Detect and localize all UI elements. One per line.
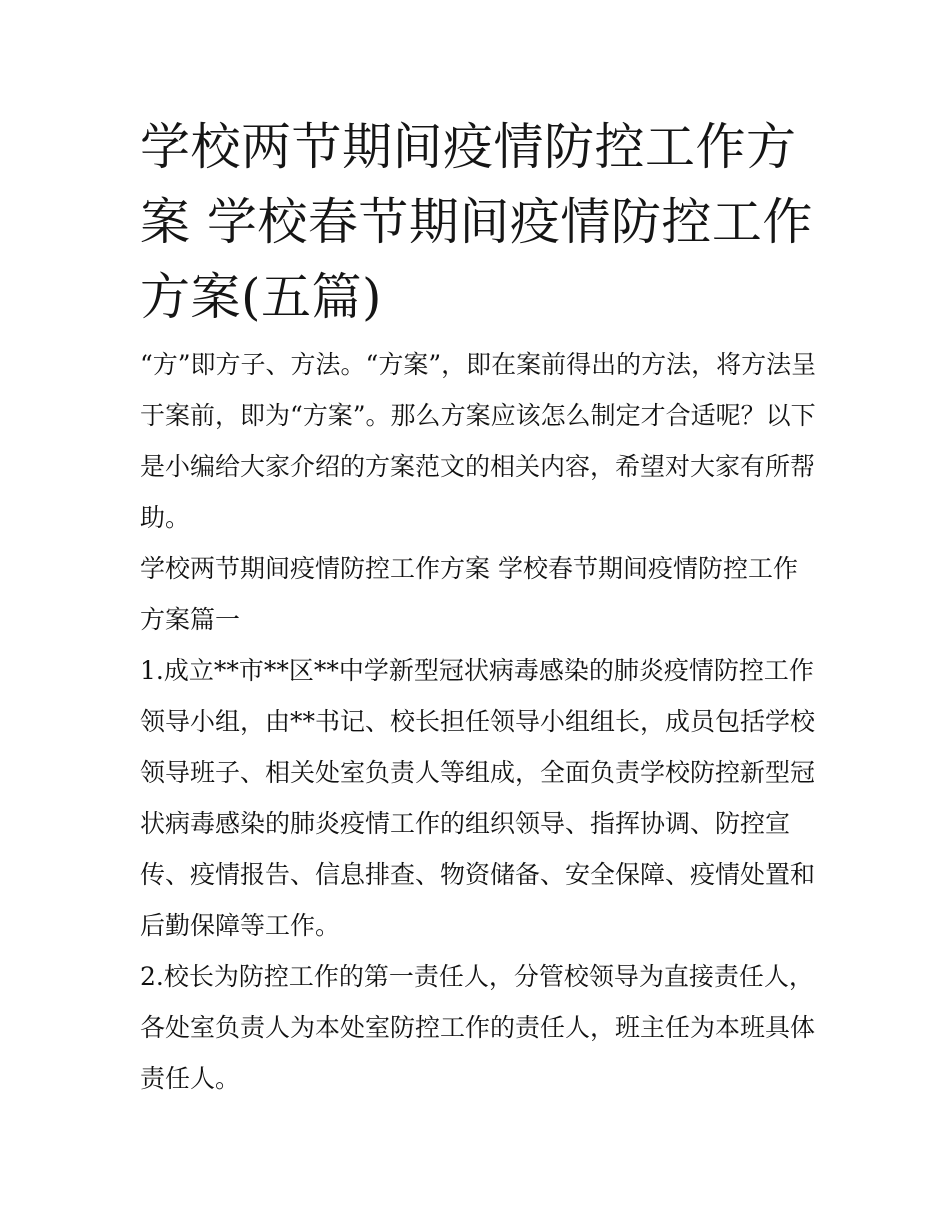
text-line: 于案前，即为“方案”。那么方案应该怎么制定才合适呢？以下 [140, 401, 816, 430]
title-line: 案 学校春节期间疫情防控工作 [140, 193, 813, 251]
text-line: 传、疫情报告、信息排查、物资储备、安全保障、疫情处置和 [140, 860, 816, 889]
text-line: 助。 [140, 503, 191, 532]
text-line: 是小编给大家介绍的方案范文的相关内容，希望对大家有所帮 [140, 452, 816, 481]
document-title [140, 110, 820, 335]
text-line: 领导班子、相关处室负责人等组成，全面负责学校防控新型冠 [140, 758, 816, 787]
text-line: 责任人。 [140, 1064, 241, 1093]
document-page [140, 110, 820, 1104]
text-line: 后勤保障等工作。 [140, 911, 341, 940]
text-line: 学校两节期间疫情防控工作方案 学校春节期间疫情防控工作 [140, 554, 798, 583]
text-line: 2.校长为防控工作的第一责任人，分管校领导为直接责任人， [140, 962, 814, 991]
list-item-1 [140, 645, 820, 951]
section-heading [140, 543, 820, 645]
title-line: 学校两节期间疫情防控工作方 [140, 118, 797, 176]
text-line: 状病毒感染的肺炎疫情工作的组织领导、指挥协调、防控宣 [140, 809, 791, 838]
text-line: “方”即方子、方法。“方案”，即在案前得出的方法，将方法呈 [140, 350, 817, 379]
title-line: 方案(五篇) [140, 268, 383, 326]
text-line: 方案篇一 [140, 605, 241, 634]
text-line: 领导小组，由**书记、校长担任领导小组组长，成员包括学校 [140, 707, 816, 736]
intro-paragraph [140, 339, 820, 543]
list-item-2 [140, 951, 820, 1104]
text-line: 1.成立**市**区**中学新型冠状病毒感染的肺炎疫情防控工作 [140, 656, 814, 685]
text-line: 各处室负责人为本处室防控工作的责任人，班主任为本班具体 [140, 1013, 816, 1042]
